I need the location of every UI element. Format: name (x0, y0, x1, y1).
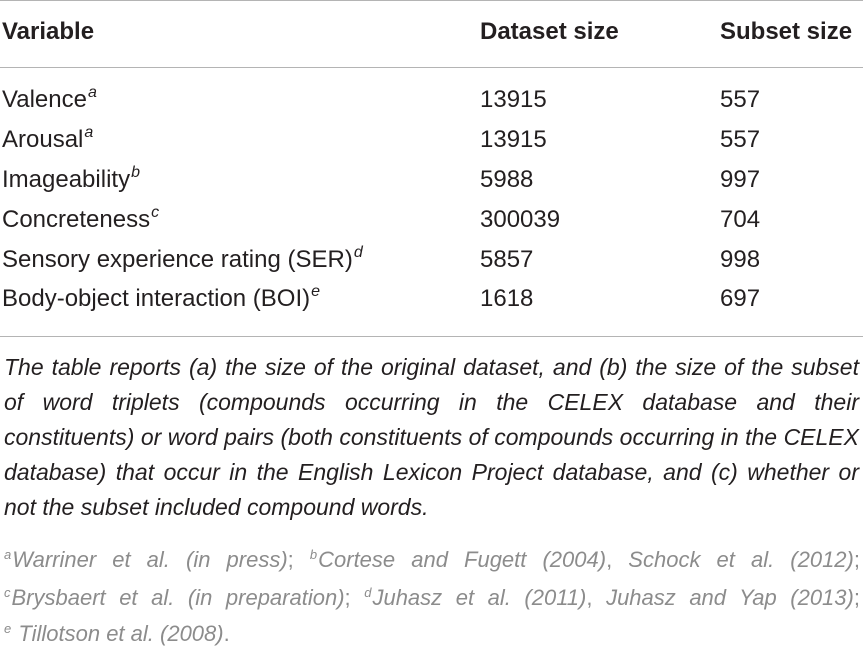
table-bottom-rule (0, 336, 863, 337)
table-row-variable: Body-object interaction (BOI)$^e$ (2, 283, 321, 312)
table-row-dataset: 300039 (480, 206, 561, 233)
table-row-subset: 997 (720, 166, 761, 193)
table-top-rule (0, 0, 863, 1)
footnote-marker: a (87, 84, 97, 101)
table-row-variable: Concreteness$^c$ (2, 204, 160, 233)
footnote-marker: e (311, 283, 321, 300)
table-row-subset: 557 (720, 86, 761, 113)
footnote-marker: c (151, 204, 160, 221)
table-row-variable: Imageability$^b$ (2, 164, 140, 193)
table-row-subset: 704 (720, 206, 761, 233)
header-subset-size: Subset size (720, 18, 853, 45)
footnote-ref: Warriner et al. (in press) (12, 547, 288, 572)
table-row-subset: 998 (720, 246, 761, 273)
table-row-variable: Valence$^a$ (2, 84, 97, 113)
footnote-line: $^e$ Tillotson et al. (2008). (4, 621, 230, 646)
table-row-variable: Sensory experience rating (SER)$^d$ (2, 244, 363, 273)
header-variable: Variable (2, 18, 95, 45)
footnote-ref: Tillotson et al. (2008) (18, 621, 224, 646)
footnote-ref: Juhasz and Yap (2013) (606, 585, 854, 610)
table-row-variable: Arousal$^a$ (2, 124, 94, 153)
footnote-line: $^a$Warriner et al. (in press); $^b$Cortese and Fugett (2004), Schock et al. (2012); (4, 547, 860, 572)
table-row-subset: 697 (720, 285, 761, 312)
header-dataset-size: Dataset size (480, 18, 619, 45)
footnote-line: $^c$Brysbaert et al. (in preparation); $^d$Juhasz et al. (2011), Juhasz and Yap (2013); (4, 585, 860, 610)
footnote-ref: Schock et al. (2012) (628, 547, 854, 572)
table-row-dataset: 13915 (480, 126, 547, 153)
table-row-subset: 557 (720, 126, 761, 153)
footnote-ref: Juhasz et al. (2011) (372, 585, 587, 610)
footnote-ref: Brysbaert et al. (in preparation) (11, 585, 345, 610)
table-row-dataset: 5857 (480, 246, 534, 273)
table-row-dataset: 5988 (480, 166, 534, 193)
header-rule (0, 67, 863, 68)
table-row-dataset: 1618 (480, 285, 534, 312)
footnote-marker: a (84, 124, 94, 141)
table-caption: The table reports (a) the size of the original dataset, and (b) the size of the subset of word triplets (compounds occurring in the CELEX database and their constituents) or word pairs (both constituents of compounds occurring in the CELEX database) that occur in the English Lexicon Project database, and (c) whether or not the subset included compound words. (4, 354, 859, 520)
table-row-dataset: 13915 (480, 86, 547, 113)
footnote-marker: d (353, 244, 363, 261)
footnote-ref: Cortese and Fugett (2004) (318, 547, 607, 572)
footnote-marker: b (131, 164, 140, 181)
